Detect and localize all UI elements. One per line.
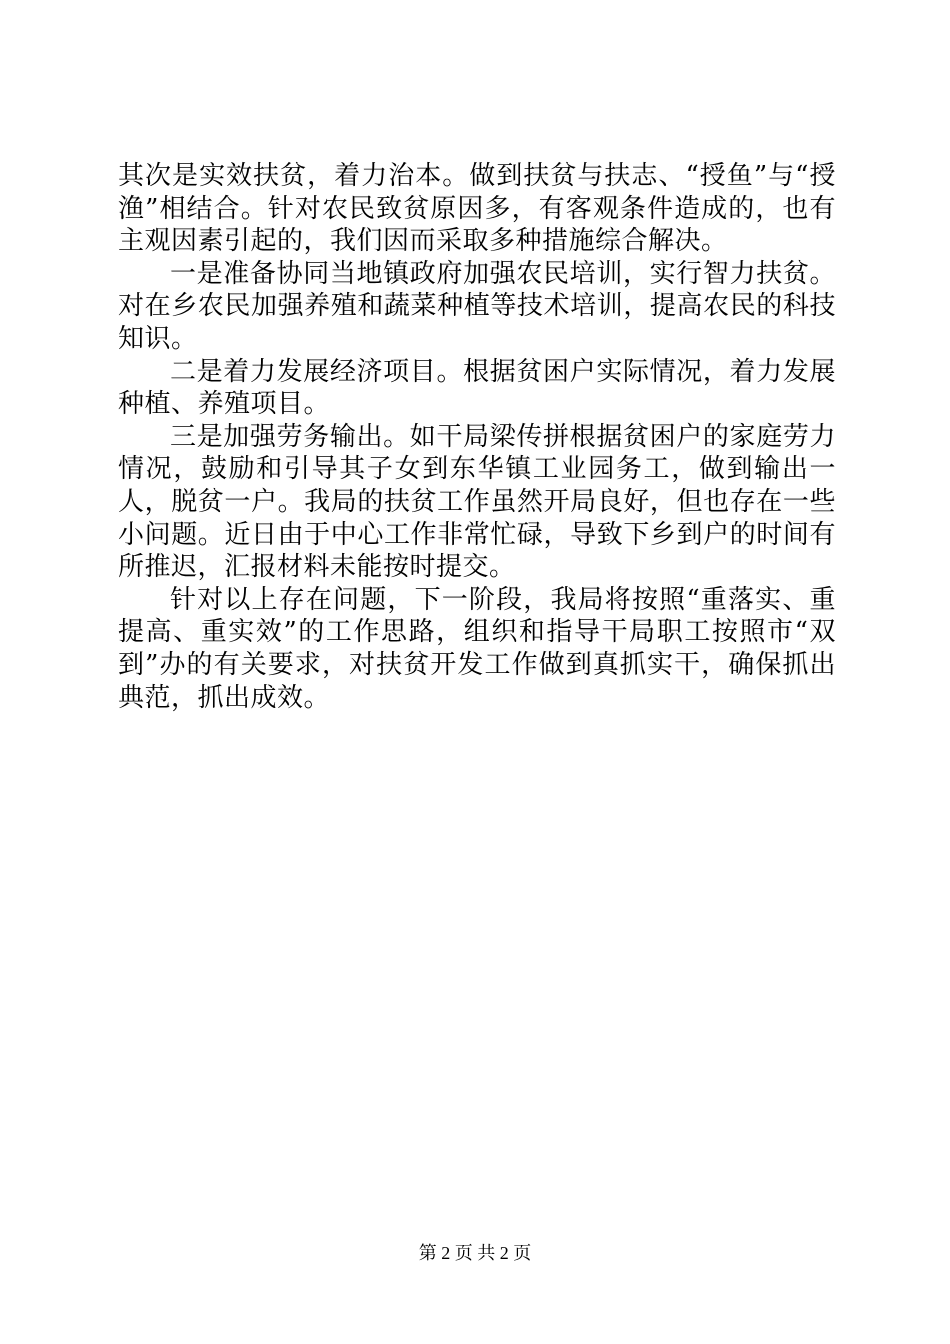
page-footer (0, 1241, 950, 1265)
page-number-label: 第 2 页 共 2 页 (418, 1243, 532, 1263)
paragraph-next-steps: 针对以上存在问题，下一阶段，我局将按照“重落实、重提高、重实效”的工作思路，组织和指导干局职工按照市“双到”办的有关要求，对扶贫开发工作做到真抓实干，确保抓出典范，抓出成效。 (118, 584, 836, 713)
paragraph-labor-export: 三是加强劳务输出。如干局梁传拼根据贫困户的家庭劳力情况，鼓励和引导其子女到东华镇工业园务工，做到输出一人，脱贫一户。我局的扶贫工作虽然开局良好，但也存在一些小问题。近日由于中心工作非常忙碌，导致下乡到户的时间有所推迟，汇报材料未能按时提交。 (118, 421, 836, 583)
paragraph-economic-projects: 二是着力发展经济项目。根据贫困户实际情况，着力发展种植、养殖项目。 (118, 356, 836, 420)
document-body (118, 160, 836, 714)
paragraph-farmer-training: 一是准备协同当地镇政府加强农民培训，实行智力扶贫。对在乡农民加强养殖和蔬菜种植等技术培训，提高农民的科技知识。 (118, 258, 836, 354)
paragraph-effective-poverty-relief: 其次是实效扶贫，着力治本。做到扶贫与扶志、“授鱼”与“授渔”相结合。针对农民致贫原因多，有客观条件造成的，也有主观因素引起的，我们因而采取多种措施综合解决。 (118, 161, 836, 257)
